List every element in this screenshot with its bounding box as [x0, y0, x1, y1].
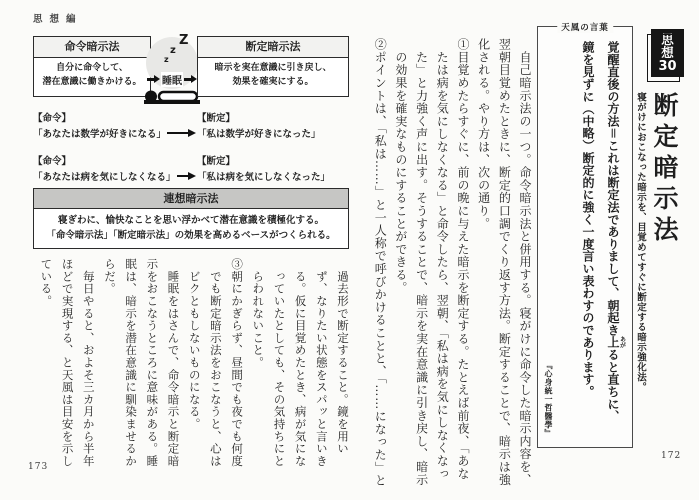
assertion-suggestion-box: [197, 36, 349, 97]
pair2-quotes: [33, 169, 347, 183]
z-letter: z: [170, 45, 176, 56]
text-column: ほどで実現する、と天風は目安を示し: [60, 258, 75, 468]
text-column: ②ポイントは、「私は……」と一人称で呼びかけることと、「……になった」と: [373, 38, 388, 487]
right-arrow-icon: [184, 75, 197, 84]
text-column: ①目覚めたらすぐに、前の晩に与えた暗示を断定する。たとえば前夜、「あな: [455, 38, 470, 480]
sleeping-person-icon: [143, 87, 201, 105]
assertion-quote: 「私は数学が好きになった」: [197, 129, 321, 140]
text-column: 睡眠をはさんで、命令暗示と断定暗: [166, 258, 181, 468]
example-pairs: [33, 110, 347, 183]
assertion-label: 【断定】: [197, 156, 236, 167]
badge-kanji-2: 想: [661, 45, 674, 61]
association-box-line2: 「命令暗示法」「断定暗示法」の効果を高めるベースがつくられる。: [46, 230, 336, 241]
text-column: の効果を確実なものにすることができる。: [393, 38, 408, 294]
text-column: ③朝にかぎらず、昼間でも夜でも何度: [230, 258, 245, 468]
pair2-labels: [33, 153, 347, 168]
quote-box-label: 天風の言葉: [557, 21, 613, 33]
quote-line1-pre: 覚醒直後の方法＝これは断定法でありまして、朝起き: [606, 41, 620, 337]
tempu-quote-box: [537, 23, 633, 448]
chapter-badge: [651, 29, 684, 77]
text-column: らだ。: [102, 258, 117, 295]
right-page-body-text: [368, 38, 534, 490]
text-column: 翌朝目覚めたときに、断定的口調でくり返す方法。断定することで、暗示は強: [497, 38, 512, 486]
badge-kanji-1: 思: [661, 32, 674, 47]
association-box-title: 連想暗示法: [34, 189, 348, 209]
command-suggestion-box: [33, 36, 151, 97]
page-number-left: 173: [28, 462, 49, 472]
quote-text: [569, 41, 625, 435]
text-column: ている。: [39, 258, 54, 308]
ruby-agaru: [606, 336, 626, 349]
assertion-quote: 「私は病を気にしなくなった」: [197, 172, 331, 183]
assertion-box-body: [198, 58, 348, 89]
association-box-line1: 寝ぎわに、愉快なことを思い浮かべて潜在意識を積極化する。: [57, 215, 324, 226]
command-box-title: 命令暗示法: [34, 37, 150, 58]
text-column: らわれないこと。: [251, 258, 266, 369]
association-suggestion-box: [33, 188, 349, 249]
assertion-box-title: 断定暗示法: [198, 37, 348, 58]
long-right-arrow-icon: [167, 128, 196, 138]
assertion-box-line1: 暗示を実在意識に引き戻し、: [214, 63, 332, 73]
command-quote: 「あなたは病を気にしなくなる」: [33, 172, 176, 183]
chapter-title: 断定暗示法: [650, 92, 679, 247]
command-box-body: [34, 58, 150, 89]
text-column: 示をおこなうところに意味がある。睡: [145, 258, 160, 468]
badge-number: 30: [658, 59, 677, 75]
text-column: 眠は、暗示を潜在意識に馴染ませるか: [124, 258, 139, 468]
text-column: 毎日やると、およそ三カ月から半年: [81, 258, 96, 468]
left-page-body-text: [33, 258, 351, 476]
pair1-labels: [33, 110, 347, 125]
long-right-arrow-icon: [177, 171, 196, 181]
command-label: 【命令】: [33, 156, 72, 167]
text-column: た」と力強く声に出す。そうすることで、暗示を実在意識に引き戻し、暗示: [414, 38, 429, 486]
sleep-label: 睡眠: [161, 72, 183, 87]
right-arrow-icon: [147, 75, 160, 84]
command-box-line2: 潜在意識に働きかける。: [42, 76, 142, 87]
quote-line-2: 鏡を見ずに（中略）断定的に強く一度言い表わすのであります。: [581, 41, 595, 398]
quote-line-1: [597, 41, 625, 435]
chapter-subtitle: 寝がけにおこなった暗示を、目覚めてすぐに断定する暗示強化法。: [635, 92, 646, 392]
command-quote: 「あなたは数学が好きになる」: [33, 129, 167, 140]
ruby-text: あが: [618, 336, 626, 349]
text-column: たは病を気にしなくなる」と命令したら、翌朝、「私は病を気にしなくなっ: [435, 38, 450, 480]
text-column: る。仮に目覚めたとき、病が気にな: [293, 258, 308, 468]
command-label: 【命令】: [33, 113, 72, 124]
command-box-line1: 自分に命令して、: [56, 63, 128, 73]
page-number-right: 172: [661, 451, 682, 461]
assertion-box-line2: 効果を確実にする。: [232, 76, 314, 87]
association-box-body: [34, 209, 348, 248]
text-column: っていたとしても、その気持ちにと: [272, 258, 287, 468]
text-column: 過去形で断定すること。鏡を用い: [336, 258, 350, 455]
z-letter: Z: [179, 33, 189, 48]
quote-line1-post: ると直ちに、: [606, 348, 620, 423]
text-column: 化される。やり方は、次の通り。: [476, 38, 491, 230]
assertion-label: 【断定】: [197, 113, 236, 124]
text-column: でも断定暗示法をおこなうと、心は: [208, 258, 223, 468]
quote-source: 『心身統一哲醫學』: [544, 360, 554, 437]
sleep-arrow-row: [141, 72, 203, 87]
text-column: ず、なりたい状態をスパッと言いき: [314, 258, 329, 468]
z-letter: z: [164, 55, 169, 64]
text-column: 自己暗示法の一つ。命令暗示法と併用する。寝がけに命令した暗示内容を、: [518, 38, 532, 486]
ruby-base: 上: [606, 336, 620, 349]
pair1-quotes: [33, 126, 347, 140]
section-header: 思想編: [33, 14, 83, 25]
text-column: ビクともしないものになる。: [187, 258, 202, 431]
